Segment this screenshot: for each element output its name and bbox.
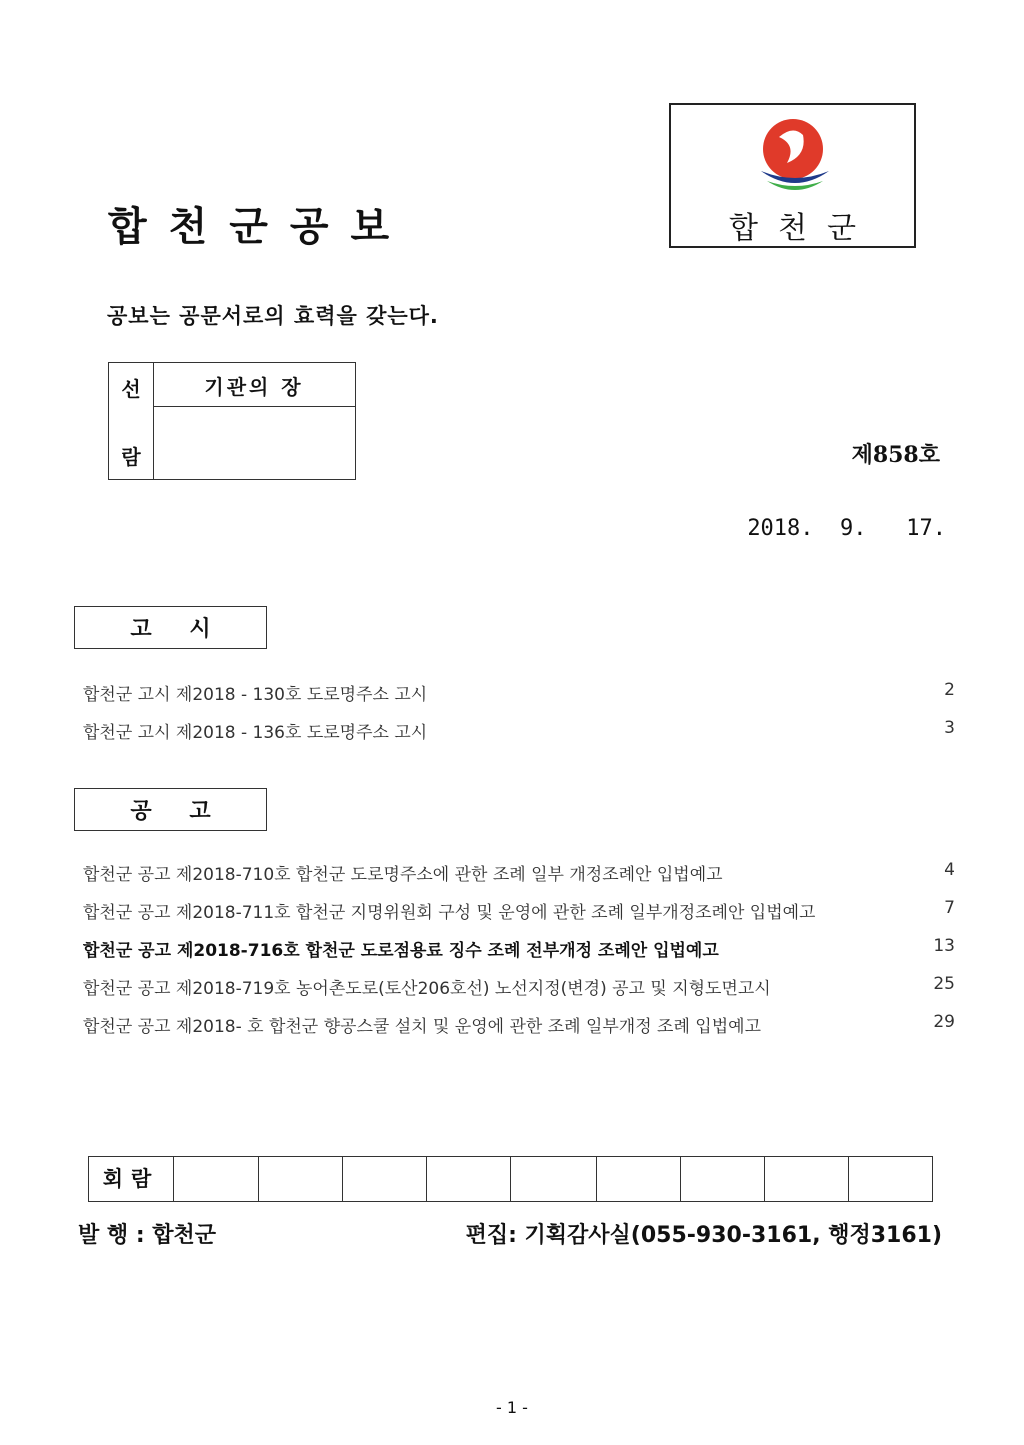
toc-label: 합천군 고시 제2018 - 130호 도로명주소 고시 xyxy=(83,685,428,705)
editor-contact: 편집: 기획감사실(055-930-3161, 행정3161) xyxy=(465,1223,942,1248)
toc-page: 2 xyxy=(944,680,955,700)
toc-row[interactable] xyxy=(83,898,955,924)
toc-label: 합천군 공고 제2018-711호 합천군 지명위원회 구성 및 운영에 관한 조례 일부개정조례안 입법예고 xyxy=(83,903,816,923)
approval-box xyxy=(108,362,356,480)
toc-row[interactable] xyxy=(83,718,955,744)
section-heading-announcement: 공 고 xyxy=(74,788,267,831)
publisher: 발 행 : 합천군 xyxy=(78,1223,217,1248)
toc-label: 합천군 공고 제2018-710호 합천군 도로명주소에 관한 조례 일부 개정조례안 입법예고 xyxy=(83,865,723,885)
logo-text: 합천군 xyxy=(729,211,876,246)
toc-row[interactable] xyxy=(83,974,955,1000)
toc-row[interactable] xyxy=(83,860,955,886)
toc-label: 합천군 고시 제2018 - 136호 도로명주소 고시 xyxy=(83,723,428,743)
page-number: - 1 - xyxy=(496,1398,528,1417)
toc-row[interactable] xyxy=(83,680,955,706)
logo-box xyxy=(669,103,916,248)
toc-page: 25 xyxy=(933,974,955,994)
toc-row[interactable] xyxy=(83,1012,955,1038)
toc-page: 4 xyxy=(944,860,955,880)
toc-row[interactable] xyxy=(83,936,955,962)
toc-label: 합천군 공고 제2018-719호 농어촌도로(토산206호선) 노선지정(변경) 공고 및 지형도면고시 xyxy=(83,979,771,999)
county-emblem-icon xyxy=(757,115,833,199)
circulation-box xyxy=(88,1156,933,1202)
toc-page: 7 xyxy=(944,898,955,918)
toc-page: 13 xyxy=(933,936,955,956)
approval-column-header: 기관의 장 xyxy=(204,375,304,399)
section-heading-notice: 고 시 xyxy=(74,606,267,649)
toc-page: 29 xyxy=(933,1012,955,1032)
toc-label: 합천군 공고 제2018- 호 합천군 향공스쿨 설치 및 운영에 관한 조례 일부개정 조례 입법예고 xyxy=(83,1017,761,1037)
issue-date: 2018. 9. 17. xyxy=(747,516,946,541)
circulation-label: 회람 xyxy=(102,1167,160,1191)
approval-label-bottom: 람 xyxy=(121,445,141,469)
toc-label: 합천군 공고 제2018-716호 합천군 도로점용료 징수 조례 전부개정 조례안 입법예고 xyxy=(83,941,719,961)
page-title: 합천군공보 xyxy=(108,204,412,250)
tagline: 공보는 공문서로의 효력을 갖는다. xyxy=(107,304,439,328)
approval-label-top: 선 xyxy=(121,377,141,401)
issue-number: 제858호 xyxy=(851,442,940,468)
toc-page: 3 xyxy=(944,718,955,738)
